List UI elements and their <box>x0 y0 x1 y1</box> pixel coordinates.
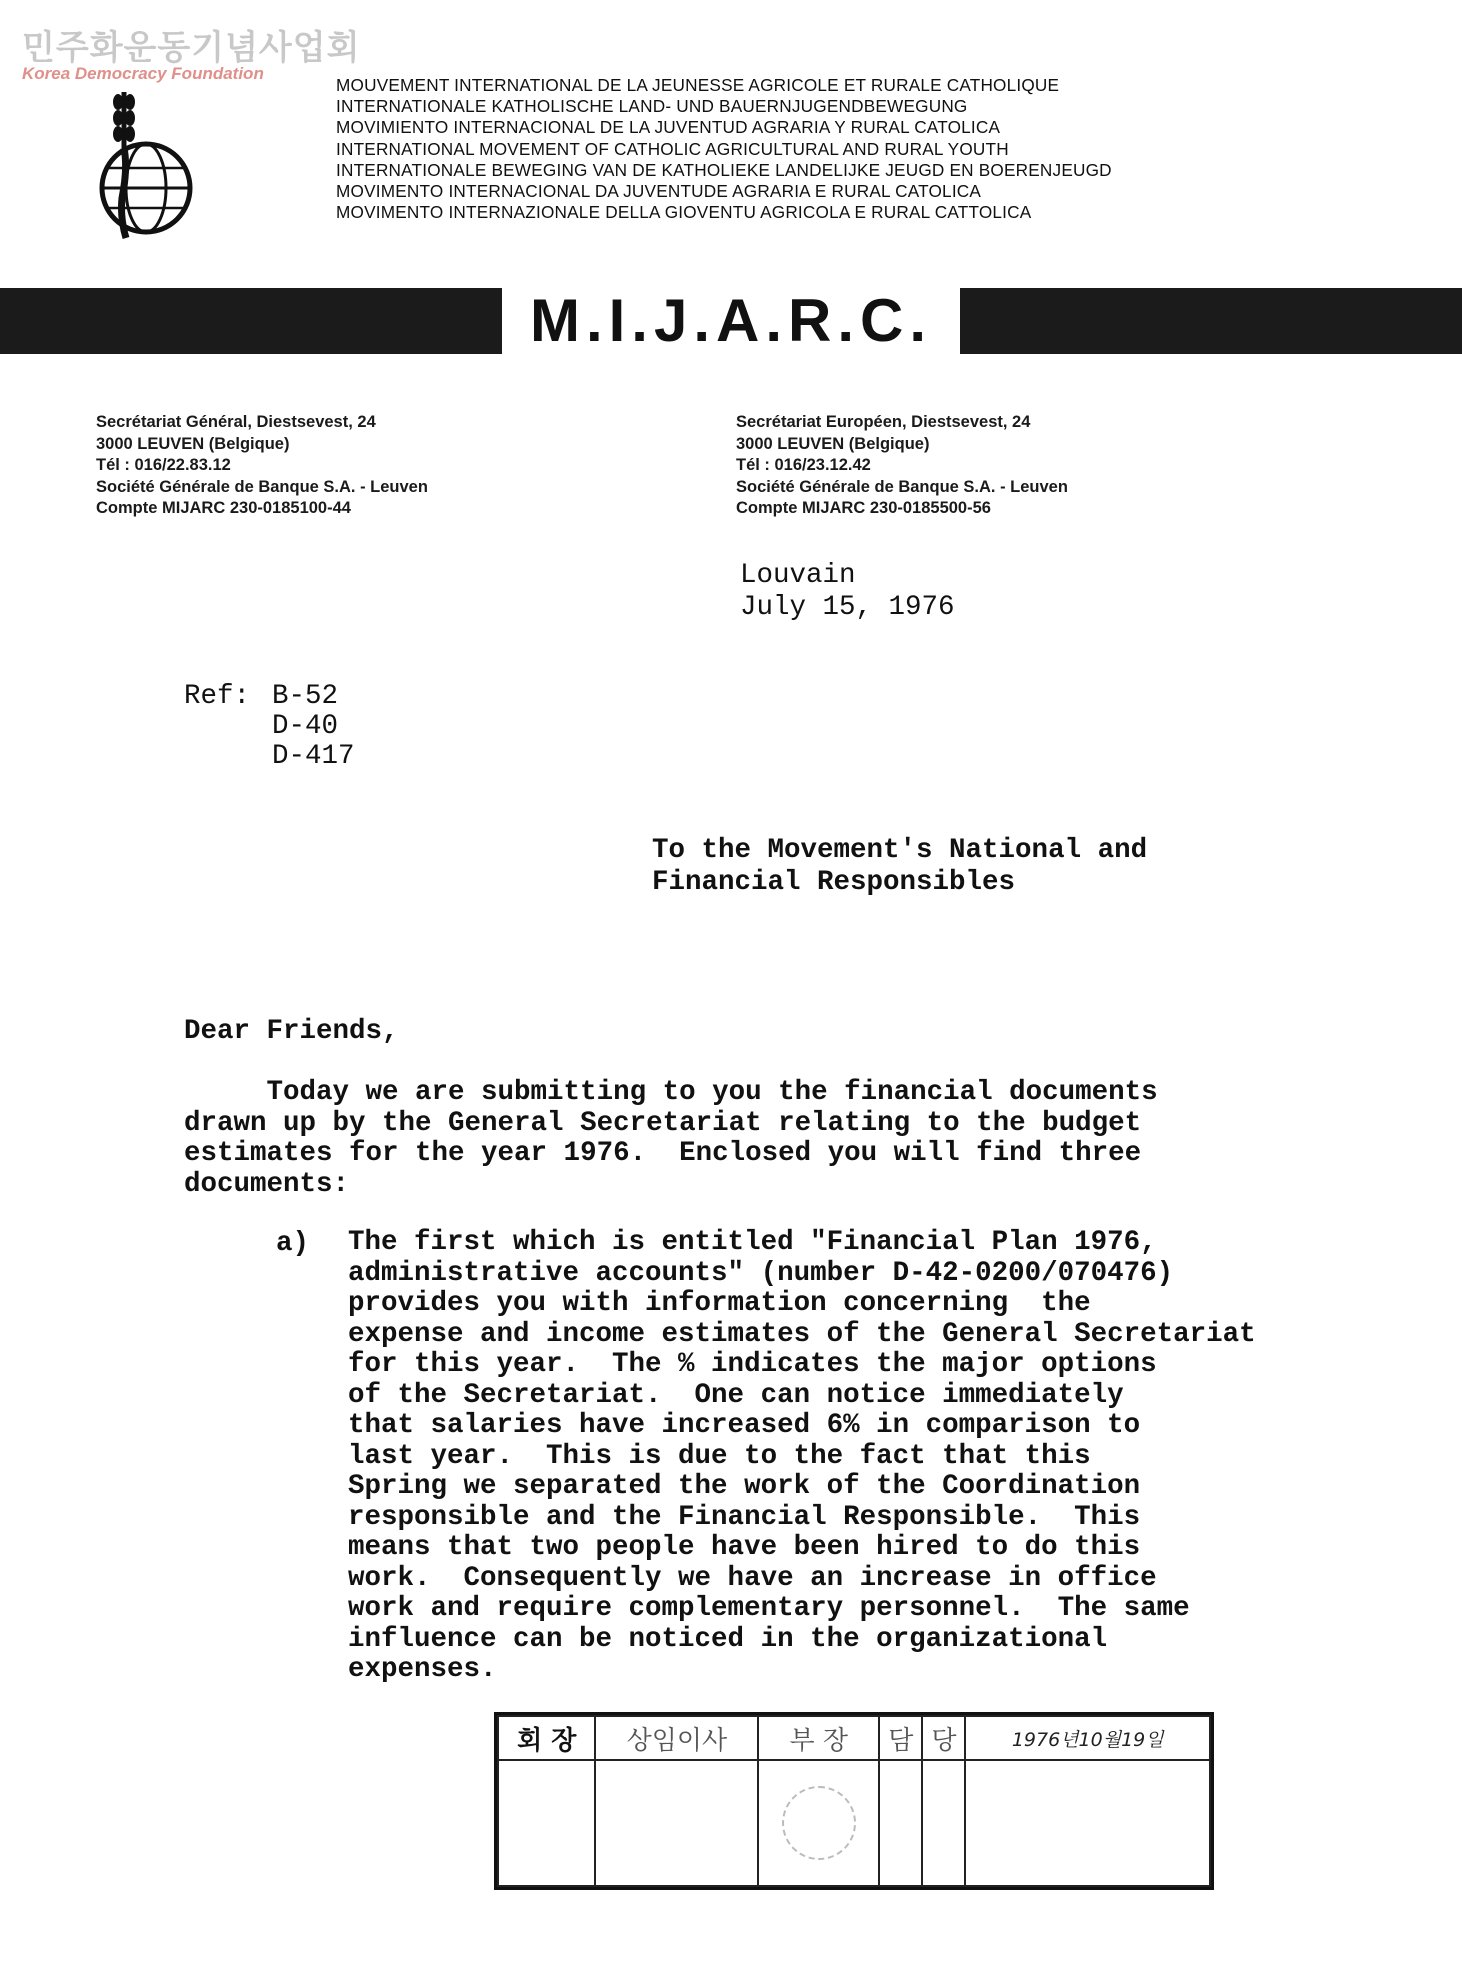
address-line: Secrétariat Européen, Diestsevest, 24 <box>736 413 1031 431</box>
intro-paragraph: Today we are submitting to you the financial documents drawn up by the General Secretariat relating to the budget estimates for the year 1976. Enclosed you will find three documents: <box>184 1077 1158 1200</box>
banner <box>0 288 1462 354</box>
watermark-korean: 민주화운동기념사업회 <box>22 28 361 68</box>
stamp-header-president: 회 장 <box>498 1716 595 1760</box>
list-item-label: a) <box>276 1228 310 1259</box>
stamp-signature-cell <box>758 1760 879 1886</box>
reference-number: B-52 <box>272 681 339 712</box>
letter-place: Louvain <box>740 560 856 591</box>
stamp-signature-cell <box>879 1760 922 1886</box>
letter-date-block <box>740 560 955 624</box>
language-line: MOUVEMENT INTERNATIONAL DE LA JEUNESSE AGRICOLE ET RURALE CATHOLIQUE <box>336 75 1060 95</box>
list-item-text: The first which is entitled "Financial Plan 1976, administrative accounts" (number D-42-0200/070476) provides you with information concerning the expense and income estimates of the General Secretariat for this year. The % indicates the major options of the Secretariat. One can notice immediately that salaries have increased 6% in comparison to last year. This is due to the fact that this Spring we separated the work of the Coordination responsible and the Financial Responsible. This means that two people have been hired to do this work. Consequently we have an increase in office work and require complementary personnel. The same influence can be noticed in the organizational expenses. <box>348 1227 1256 1685</box>
reference-number: D-40 <box>272 711 339 742</box>
language-line: INTERNATIONALE KATHOLISCHE LAND- UND BAUERNJUGENDBEWEGUNG <box>336 96 968 117</box>
address-line: Société Générale de Banque S.A. - Leuven <box>96 477 428 496</box>
stamp-date: 1976년10월19일 <box>965 1716 1210 1760</box>
reference-label: Ref: <box>184 681 251 712</box>
address-line: 3000 LEUVEN (Belgique) <box>96 434 290 453</box>
stamp-header-manager: 부 장 <box>758 1716 879 1760</box>
language-line: MOVIMIENTO INTERNACIONAL DE LA JUVENTUD AGRARIA Y RURAL CATOLICA <box>336 117 1001 138</box>
stamp-signature-cell <box>965 1760 1210 1886</box>
address-line: Compte MIJARC 230-0185500-56 <box>736 499 991 517</box>
european-secretariat-address <box>736 412 1068 520</box>
stamp-header-director: 상임이사 <box>595 1716 758 1760</box>
language-line: INTERNATIONAL MOVEMENT OF CATHOLIC AGRICULTURAL AND RURAL YOUTH <box>336 138 1009 159</box>
address-line: Compte MIJARC 230-0185100-44 <box>96 499 351 517</box>
address-line: 3000 LEUVEN (Belgique) <box>736 434 930 453</box>
address-line: Tél : 016/23.12.42 <box>736 456 871 474</box>
approval-stamp-table <box>494 1712 1214 1890</box>
address-line: Société Générale de Banque S.A. - Leuven <box>736 477 1068 496</box>
seal-icon <box>782 1786 856 1860</box>
recipient-block <box>652 835 1147 899</box>
letter-date: July 15, 1976 <box>740 592 955 623</box>
language-line: INTERNATIONALE BEWEGING VAN DE KATHOLIEKE LANDELIJKE JEUGD EN BOERENJEUGD <box>336 159 1112 180</box>
address-line: Tél : 016/22.83.12 <box>96 456 231 474</box>
language-line: MOVIMENTO INTERNAZIONALE DELLA GIOVENTU AGRICOLA E RURAL CATTOLICA <box>336 202 1032 223</box>
stamp-header-staff-1: 담 <box>879 1716 922 1760</box>
greeting: Dear Friends, <box>184 1016 399 1047</box>
stamp-signature-cell <box>595 1760 758 1886</box>
banner-title: M.I.J.A.R.C. <box>502 288 960 354</box>
stamp-signature-cell <box>498 1760 595 1886</box>
recipient-line: To the Movement's National and <box>652 835 1148 866</box>
language-line: MOVIMENTO INTERNACIONAL DA JUVENTUDE AGRARIA E RURAL CATOLICA <box>336 181 982 202</box>
recipient-line: Financial Responsibles <box>652 867 1016 898</box>
watermark-english: Korea Democracy Foundation <box>22 64 264 83</box>
address-line: Secrétariat Général, Diestsevest, 24 <box>96 413 376 431</box>
stamp-signature-cell <box>922 1760 965 1886</box>
mijarc-logo-icon <box>84 88 204 248</box>
stamp-header-staff-2: 당 <box>922 1716 965 1760</box>
reference-block <box>184 682 355 772</box>
movement-name-translations <box>336 75 1112 223</box>
general-secretariat-address <box>96 412 428 520</box>
reference-number: D-417 <box>272 741 355 772</box>
